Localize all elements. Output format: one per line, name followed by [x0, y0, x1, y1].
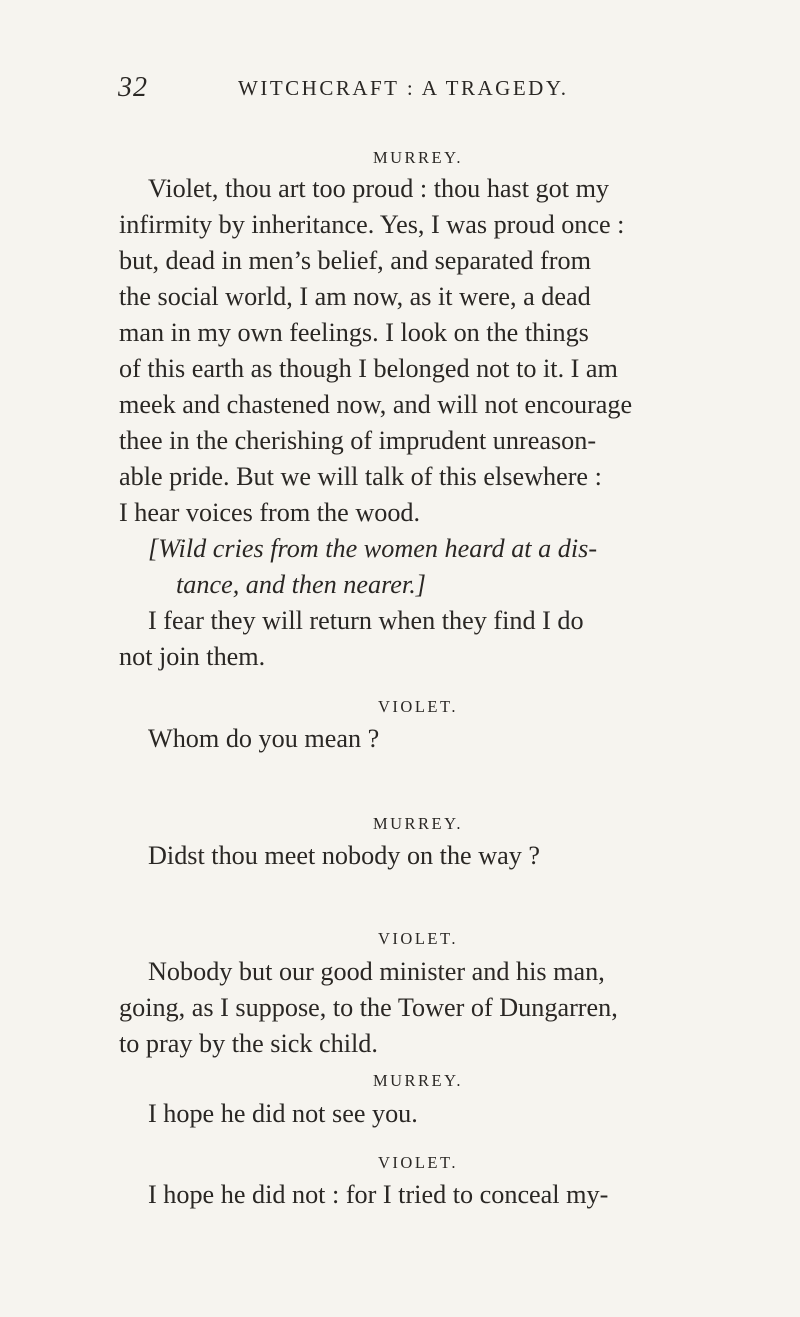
speaker-name: VIOLET. [378, 929, 458, 948]
text-line: going, as I suppose, to the Tower of Dungarren, [119, 993, 618, 1022]
stage-direction: tance, and then nearer.] [176, 570, 426, 599]
text-line: meek and chastened now, and will not encourage [119, 390, 633, 419]
text-line: to pray by the sick child. [119, 1029, 378, 1058]
text-line: thee in the cherishing of imprudent unreason- [119, 426, 597, 455]
running-title: WITCHCRAFT : A TRAGEDY. [238, 76, 569, 100]
text-line: the social world, I am now, as it were, a dead [119, 282, 591, 311]
stage-direction: [Wild cries from the women heard at a dis- [148, 534, 598, 563]
text-line: I hope he did not see you. [148, 1099, 418, 1128]
text-line: man in my own feelings. I look on the things [119, 318, 589, 347]
text-line: I fear they will return when they find I do [148, 606, 584, 635]
text-line: Didst thou meet nobody on the way ? [148, 841, 541, 870]
text-line: of this earth as though I belonged not to it. I am [119, 354, 618, 383]
speaker-name: VIOLET. [378, 697, 458, 716]
text-line: Whom do you mean ? [148, 724, 380, 753]
text-line: Violet, thou art too proud : thou hast got my [148, 174, 610, 203]
page-number: 32 [118, 72, 148, 103]
text-line: I hope he did not : for I tried to conceal my- [148, 1180, 609, 1209]
speaker-name: MURREY. [372, 1071, 464, 1090]
speaker-name: VIOLET. [378, 1153, 458, 1172]
text-line: infirmity by inheritance. Yes, I was proud once : [119, 210, 625, 239]
text-line: able pride. But we will talk of this elsewhere : [119, 462, 602, 491]
speaker-name: MURREY. [372, 148, 464, 167]
page-header [0, 72, 800, 112]
text-line: but, dead in men’s belief, and separated from [119, 246, 591, 275]
text-line: not join them. [119, 642, 266, 671]
text-line: Nobody but our good minister and his man, [148, 957, 605, 986]
speaker-name: MURREY. [372, 814, 464, 833]
text-line: I hear voices from the wood. [119, 498, 421, 527]
